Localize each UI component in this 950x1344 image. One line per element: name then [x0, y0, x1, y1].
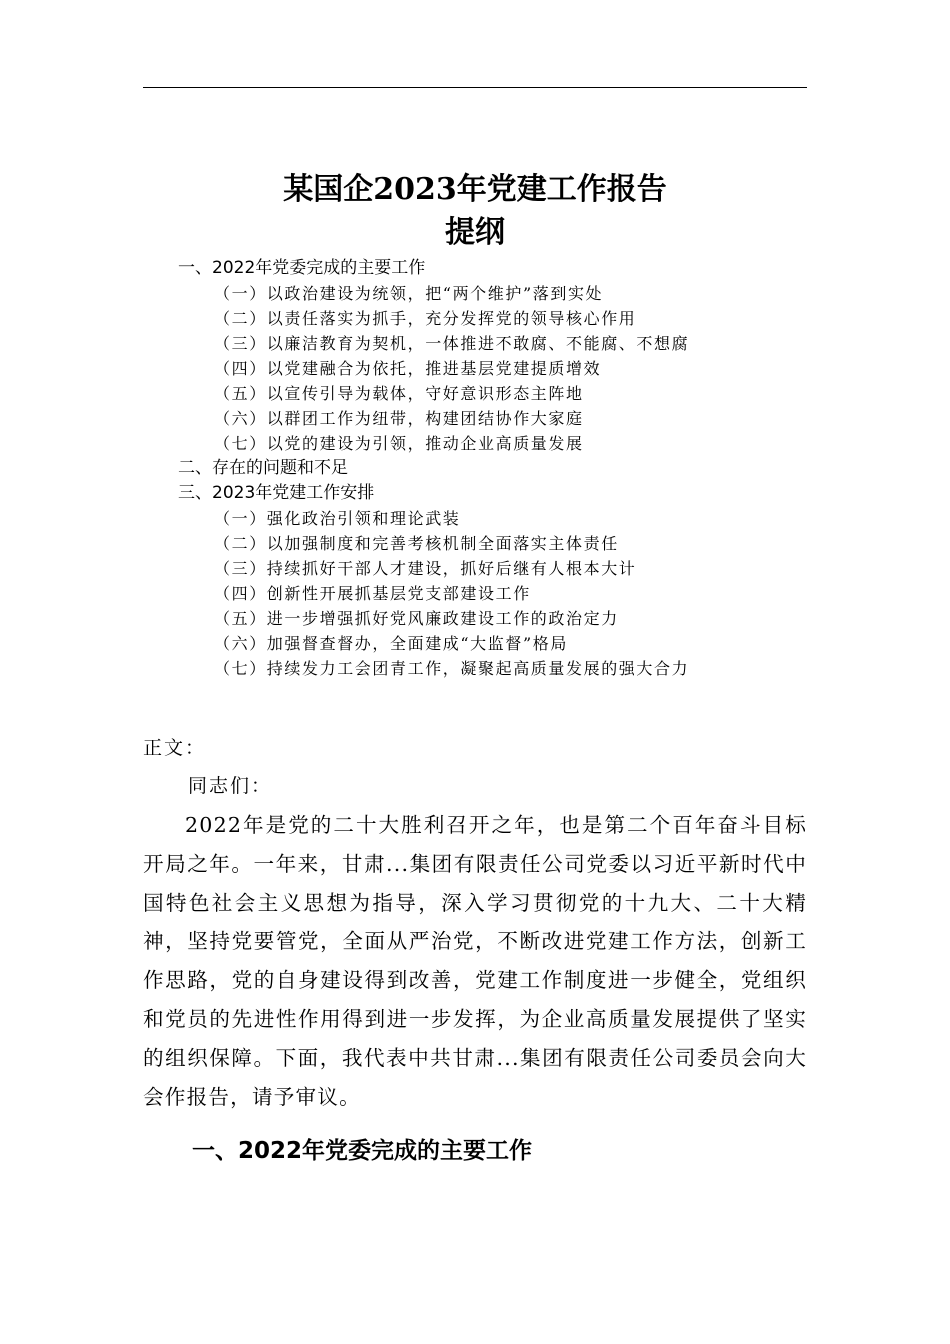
outline-item: （四）创新性开展抓基层党支部建设工作 [214, 584, 531, 603]
salutation: 同志们： [188, 775, 273, 797]
outline-item: 二、存在的问题和不足 [178, 458, 348, 478]
section-heading: 一、2022年党委完成的主要工作 [192, 1138, 533, 1164]
outline-item: （六）加强督查督办，全面建成“大监督”格局 [214, 634, 568, 653]
outline-item: （四）以党建融合为依托，推进基层党建提质增效 [214, 359, 602, 378]
document-subtitle: 提纲 [445, 215, 505, 250]
outline-item: （六）以群团工作为纽带，构建团结协作大家庭 [214, 409, 584, 428]
outline-list [0, 256, 950, 681]
outline-item: （三）持续抓好干部人才建设，抓好后继有人根本大计 [214, 559, 637, 578]
outline-item: （三）以廉洁教育为契机，一体推进不敢腐、不能腐、不想腐 [214, 334, 690, 353]
outline-item: （五）以宣传引导为载体，守好意识形态主阵地 [214, 384, 584, 403]
outline-item: （一）强化政治引领和理论武装 [214, 509, 461, 528]
outline-item: （七）持续发力工会团青工作，凝聚起高质量发展的强大合力 [214, 659, 690, 678]
outline-item: （五）进一步增强抓好党风廉政建设工作的政治定力 [214, 609, 619, 628]
body-paragraph: 2022年是党的二十大胜利召开之年，也是第二个百年奋斗目标开局之年。一年来，甘肃...集团有限责任公司党委以习近平新时代中国特色社会主义思想为指导，深入学习贯彻党的十九大、二十大精神，坚持党要管党，全面从严治党，不断改进党建工作方法，创新工作思路，党的自身建设得到改善，党建工作制度进一步健全，党组织和党员的先进性作用得到进一步发挥，为企业高质量发展提供了坚实的组织保障。下面，我代表中共甘肃...集团有限责任公司委员会向大会作报告，请予审议。 [143, 813, 807, 1109]
outline-item: （七）以党的建设为引领，推动企业高质量发展 [214, 434, 584, 453]
outline-item: （二）以加强制度和完善考核机制全面落实主体责任 [214, 534, 619, 553]
outline-item: 三、2023年党建工作安排 [178, 483, 375, 503]
outline-item: （一）以政治建设为统领，把“两个维护”落到实处 [214, 284, 604, 303]
outline-item: （二）以责任落实为抓手，充分发挥党的领导核心作用 [214, 309, 637, 328]
header-rule [143, 87, 807, 88]
outline-item: 一、2022年党委完成的主要工作 [178, 258, 426, 278]
document-title: 某国企2023年党建工作报告 [283, 172, 667, 207]
body-label: 正文： [143, 737, 207, 759]
